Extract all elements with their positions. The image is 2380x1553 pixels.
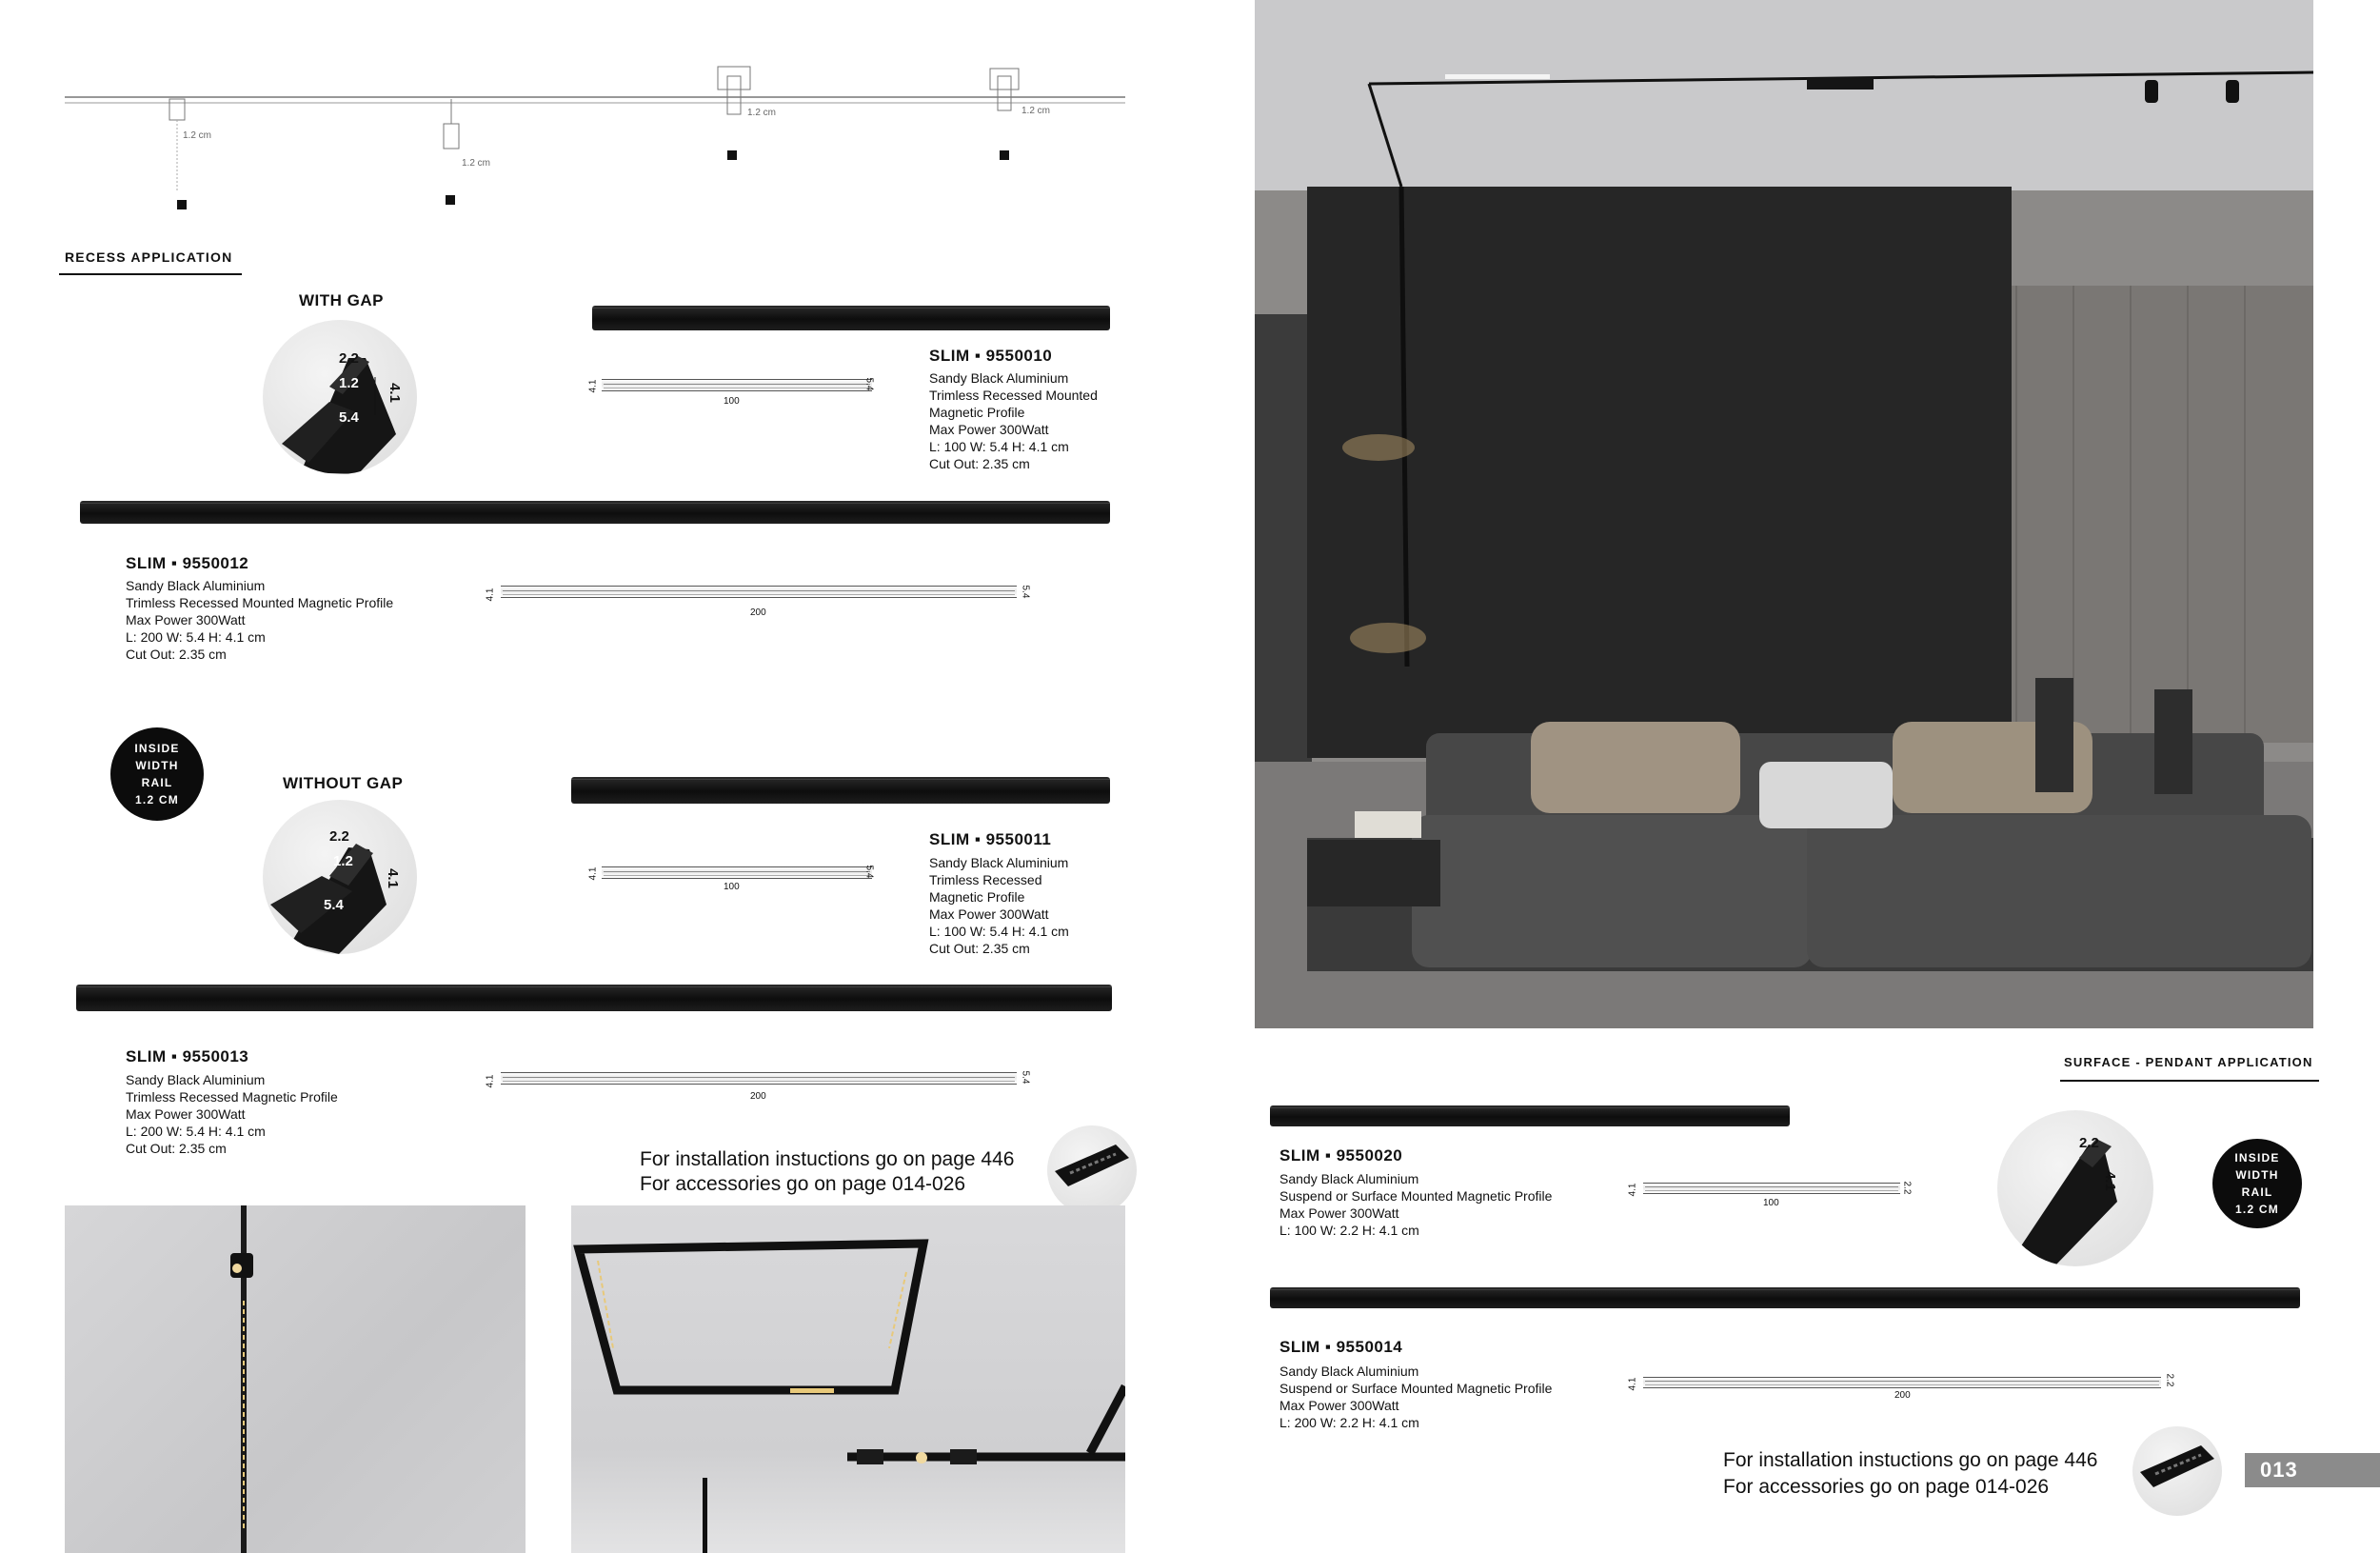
product-description: Sandy Black Aluminium Suspend or Surface Mounted Magnetic Profile Max Power 300Watt L: 200 W: 2.2 H: 4.1 cm [1279, 1364, 1553, 1430]
gap-label: 1.2 cm [747, 108, 777, 118]
drawing-height: 4.1 [485, 587, 496, 602]
gap-label: 1.2 cm [1021, 106, 1051, 116]
ceiling-photo-square [571, 1205, 1125, 1553]
profile-rail-9550014 [1270, 1287, 2300, 1308]
badge-line: 1.2 CM [2235, 1203, 2279, 1216]
dim-top: 2.2 [2079, 1135, 2099, 1151]
product-description: Sandy Black Aluminium Trimless Recessed Magnetic Profile Max Power 300Watt L: 100 W: 5.4 H: 4.1 cm Cut Out: 2.35 cm [929, 855, 1069, 956]
dim-side: 4.1 [2101, 1171, 2118, 1191]
drawing-height: 4.1 [1627, 1183, 1638, 1197]
surface-profile-closeup [1997, 1110, 2153, 1266]
drawing-length: 200 [1894, 1390, 1911, 1401]
product-code: SLIM ▪ 9550014 [1279, 1338, 1403, 1356]
heading-underline [2060, 1080, 2319, 1082]
profile-drawing [1643, 1377, 2161, 1388]
badge-line: RAIL [141, 776, 173, 789]
drawing-height: 4.1 [1627, 1377, 1638, 1391]
inside-width-badge [2212, 1139, 2302, 1228]
dim-side: 4.1 [386, 383, 403, 403]
badge-line: RAIL [2241, 1185, 2273, 1199]
heading-underline [59, 273, 242, 275]
profile-drawing [602, 865, 875, 879]
dim-mid: 1.2 [333, 853, 353, 869]
product-description: Sandy Black Aluminium Suspend or Surface Mounted Magnetic Profile Max Power 300Watt L: 100 W: 2.2 H: 4.1 cm [1279, 1171, 1553, 1238]
badge-line: WIDTH [135, 759, 179, 772]
drawing-width: 5.4 [1020, 1070, 1031, 1085]
gap-label: 1.2 cm [462, 158, 491, 169]
with-gap-title: WITH GAP [299, 291, 384, 309]
product-code: SLIM ▪ 9550020 [1279, 1146, 1403, 1165]
product-description: Sandy Black Aluminium Trimless Recessed Mounted Magnetic Profile Max Power 300Watt L: 100 W: 5.4 H: 4.1 cm Cut Out: 2.35 cm [929, 370, 1098, 471]
dim-bottom: 5.4 [339, 409, 359, 426]
product-code: SLIM ▪ 9550012 [126, 554, 249, 572]
dim-side: 4.1 [384, 868, 401, 888]
mounting-diagram [57, 57, 1133, 219]
badge-line: INSIDE [2234, 1151, 2280, 1165]
gap-label: 1.2 cm [183, 130, 212, 141]
product-code: SLIM ▪ 9550010 [929, 347, 1053, 365]
page-number: 013 [2245, 1453, 2380, 1487]
accessory-thumbnail [1047, 1125, 1137, 1215]
drawing-length: 200 [750, 607, 766, 618]
profile-rail-9550011 [571, 777, 1110, 804]
drawing-width: 5.4 [1020, 585, 1031, 599]
profile-rail-9550010 [592, 306, 1110, 330]
drawing-height: 4.1 [587, 379, 599, 393]
drawing-width: 5.4 [863, 377, 875, 391]
drawing-height: 4.1 [587, 866, 599, 881]
accessories-note: For accessories go on page 014-026 [640, 1173, 966, 1195]
accessory-thumbnail [2132, 1426, 2222, 1516]
installation-note: For installation instuctions go on page 446 [640, 1148, 1015, 1170]
drawing-width: 2.2 [2164, 1373, 2175, 1387]
recess-application-heading: RECESS APPLICATION [65, 249, 233, 265]
inside-width-badge [110, 727, 204, 821]
badge-line: INSIDE [134, 742, 180, 755]
drawing-length: 100 [724, 882, 740, 892]
without-gap-title: WITHOUT GAP [283, 774, 404, 792]
profile-drawing [501, 1072, 1017, 1085]
drawing-height: 4.1 [485, 1074, 496, 1088]
surface-pendant-heading: SURFACE - PENDANT APPLICATION [2064, 1055, 2313, 1069]
drawing-width: 2.2 [1901, 1181, 1913, 1195]
installation-note: For installation instuctions go on page 446 [1723, 1449, 2098, 1471]
badge-line: WIDTH [2235, 1168, 2279, 1182]
drawing-length: 100 [724, 396, 740, 407]
dim-top: 2.2 [329, 828, 349, 845]
drawing-width: 5.4 [863, 865, 875, 879]
accessories-note: For accessories go on page 014-026 [1723, 1476, 2050, 1498]
dim-top: 2.2 [339, 350, 359, 367]
badge-line: 1.2 CM [135, 793, 179, 806]
product-code: SLIM ▪ 9550013 [126, 1047, 249, 1065]
dim-bottom: 5.4 [324, 897, 344, 913]
dim-mid: 1.2 [339, 375, 359, 391]
drawing-length: 100 [1763, 1198, 1779, 1208]
profile-rail-9550012 [80, 501, 1110, 524]
profile-drawing [501, 586, 1017, 598]
product-code: SLIM ▪ 9550011 [929, 830, 1052, 848]
ceiling-photo-vertical [65, 1205, 526, 1553]
product-description: Sandy Black Aluminium Trimless Recessed Mounted Magnetic Profile Max Power 300Watt L: 200 W: 5.4 H: 4.1 cm Cut Out: 2.35 cm [126, 578, 394, 662]
drawing-length: 200 [750, 1091, 766, 1102]
profile-rail-9550020 [1270, 1105, 1790, 1126]
living-room-photo [1255, 0, 2313, 1028]
profile-drawing [1643, 1183, 1900, 1194]
profile-rail-9550013 [76, 985, 1112, 1011]
profile-drawing [602, 377, 875, 391]
product-description: Sandy Black Aluminium Trimless Recessed Magnetic Profile Max Power 300Watt L: 200 W: 5.4 H: 4.1 cm Cut Out: 2.35 cm [126, 1072, 338, 1156]
